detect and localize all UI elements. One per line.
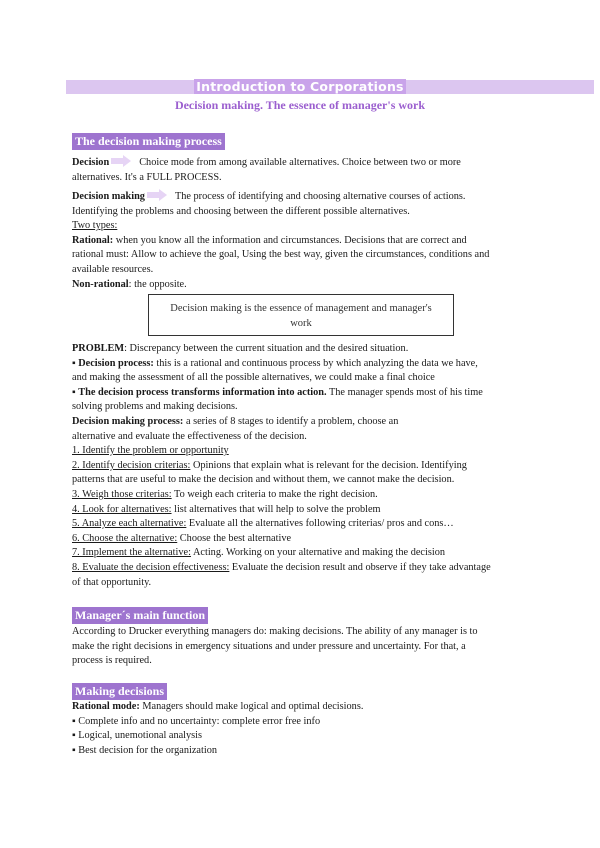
step-line: of that opportunity. [72, 576, 152, 588]
list-item: ▪ Complete info and no uncertainty: complete error free info [72, 715, 321, 727]
section-heading-decision-process: The decision making process [72, 133, 225, 150]
decision-making-definition: Decision making The process of identifying and choosing alternative courses of actions. Identifying the problems and choosing between the different possible alternatives. Two types: Rational: when you know all the information and circumstances. Decisions that are correct and rational must: Allow to achieve the goal, Using the best way, given the circumstances, conditions and available resources. Non-rational: the opposite. [72, 191, 490, 290]
decision-definition: Decision Choice mode from among available alternatives. Choice between two or more alternatives. It's a FULL PROCESS. [72, 157, 461, 183]
step-line: 1. Identify the problem or opportunity [72, 445, 229, 457]
step-line: 5. Analyze each alternative: Evaluate all the alternatives following criterias/ pros and cons… [72, 518, 454, 530]
arrow-right-icon [147, 189, 167, 201]
step-line: 3. Weigh those criterias: To weigh each criteria to make the right decision. [72, 488, 378, 500]
document-title: Introduction to Corporations [196, 79, 404, 94]
section-heading-manager-function: Manager´s main function [72, 607, 208, 624]
making-decisions-text: Rational mode: Managers should make logical and optimal decisions. ▪ Complete info and no uncertainty: complete error free info ▪ Logical, unemotional analysis ▪ Best decision for the organization [72, 700, 528, 758]
step-line: 6. Choose the alternative: Choose the best alternative [72, 532, 292, 544]
list-item: ▪ Best decision for the organization [72, 744, 218, 756]
step-line: 4. Look for alternatives: list alternatives that will help to solve the problem [72, 503, 381, 515]
step-line: 8. Evaluate the decision effectiveness: Evaluate the decision result and observe if they take advantage [72, 561, 491, 573]
arrow-right-icon [111, 155, 131, 167]
step-line: 2. Identify decision criterias: Opinions that explain what is relevant for the decision. Identifying [72, 459, 467, 471]
document-subtitle: Decision making. The essence of manager's work [174, 98, 426, 112]
step-line: patterns that are useful to make the decision and without them, we cannot make the decision. [72, 474, 455, 486]
decision-process-text: PROBLEM: Discrepancy between the current situation and the desired situation. ▪ Decision process: this is a rational and continuous process by which analyzing the data we have, and making the assessment of all the possible alternatives, we could make a final choice ▪ The decision process transforms information into action. The manager spends most of his time solving problems and making decisions. Decision making process: a series of 8 stages to identify a problem, choose an alternative and evaluate the effectiveness of the decision. 1. Identify the problem or opportunity 2. Identify decision criterias: Opinions that explain what is relevant for the decision. Identifying patterns that are useful to make the decision and without them, we cannot make the decision. 3. Weigh those criterias: To weigh each criteria to make the right decision. 4. Look for alternatives: list alternatives that will help to solve the problem 5. Analyze each alternative: Evaluate all the alternatives following criterias/ pros and cons… 6. Choose the alternative: Choose the best alternative 7. Implement the alternative: Acting. Working on your alternative and making the decision 8. Evaluate the decision effectiveness: Evaluate the decision result and observe if they take advantage of that opportunity. [72, 342, 528, 590]
section-heading-making-decisions: Making decisions [72, 683, 167, 700]
step-line: 7. Implement the alternative: Acting. Working on your alternative and making the decision [72, 547, 446, 559]
list-item: ▪ Logical, unemotional analysis [72, 730, 203, 742]
quote-box: Decision making is the essence of management and manager's work [148, 294, 454, 336]
manager-function-text: According to Drucker everything managers do: making decisions. The ability of any manager is to make the right decisions in emergency situations and under pressure and uncertainty. For that, a process is required. [72, 626, 478, 667]
